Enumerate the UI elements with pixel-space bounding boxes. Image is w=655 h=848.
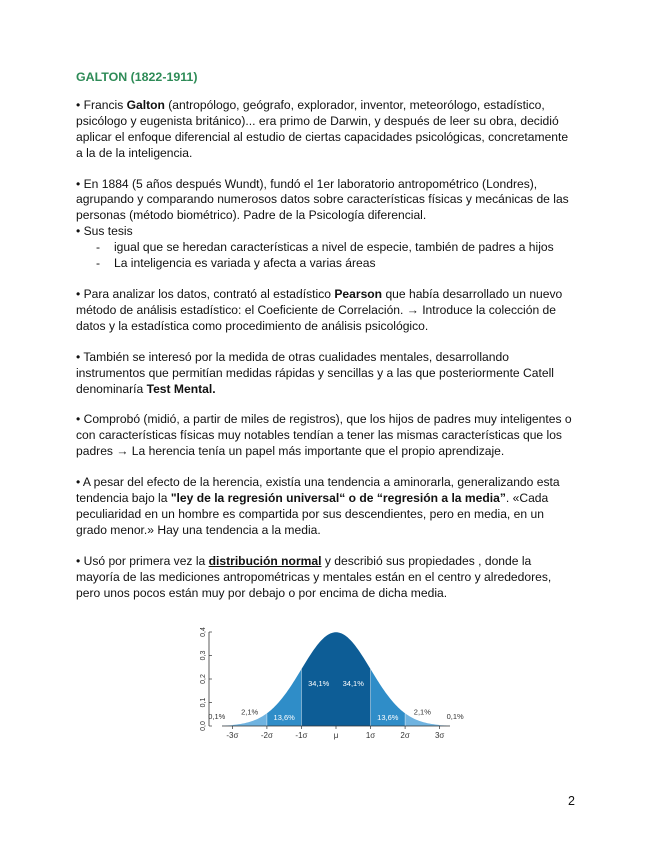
y-tick-label: 0,2 xyxy=(200,674,207,684)
document-body xyxy=(76,70,576,616)
percent-label: 2,1% xyxy=(413,707,431,717)
bold-galton: Galton xyxy=(126,97,165,112)
paragraph-galton-intro: • Francis Galton (antropólogo, geógrafo, explorador, inventor, meteorólogo, estadístico, psicólogo y eugenista británico)... era primo de Darwin, y después de leer su obra, decidió aplicar el enfoque diferencial al estudio de ciertas capacidades psicológicas, concretamente a la de la inteligencia. xyxy=(76,97,569,160)
tesis-list xyxy=(76,240,576,272)
title-years: (1822-1911) xyxy=(130,70,198,84)
list-item: - igual que se heredan características a nivel de especie, también de padres a hijos xyxy=(76,240,576,256)
section-title xyxy=(76,70,576,86)
x-tick-label: 3σ xyxy=(434,731,445,740)
x-tick-label: 1σ xyxy=(365,731,376,740)
list-item: - La inteligencia es variada y afecta a varias áreas xyxy=(76,256,576,272)
percent-label: 34,1% xyxy=(308,679,330,689)
normal-distribution-chart xyxy=(198,627,464,744)
y-tick-label: 0,3 xyxy=(200,650,207,661)
x-tick-label: -3σ xyxy=(226,731,239,740)
bold-test-mental: Test Mental. xyxy=(146,381,216,396)
paragraph-laboratory: • En 1884 (5 años después Wundt), fundó el 1er laboratorio antropométrico (Londres), agrupando y comparando numerosos datos sobre características físicas y mecánicas de las personas (método biométrico). Padre de la Psicología diferencial. xyxy=(76,176,569,223)
percent-label: 0,1% xyxy=(446,711,464,721)
y-tick-label: 0,4 xyxy=(200,627,207,637)
percent-label: 13,6% xyxy=(377,713,399,723)
paragraph-pearson: • Para analizar los datos, contrató al estadístico Pearson que había desarrollado un nuevo método de análisis estadístico: el Coeficiente de Correlación. → Introduce la colección de datos y la estadística como procedimiento de análisis psicológico. xyxy=(76,286,563,333)
paragraph-herencia: • Comprobó (midió, a partir de miles de registros), que los hijos de padres muy inteligentes o con características físicas muy notables tendían a tener las mismas características que los padres → La herencia tenía un papel más importante que el propio aprendizaje. xyxy=(76,412,572,459)
paragraph-distribucion-normal: • Usó por primera vez la distribución normal y describió sus propiedades , donde la mayoría de las mediciones antropométricas y mentales están en el centro y alrededores, pero unos pocos están muy por debajo o por encima de dicha media. xyxy=(76,553,552,600)
title-name: GALTON xyxy=(76,70,128,84)
x-tick-label: -2σ xyxy=(260,731,273,740)
y-tick-label: 0,1 xyxy=(200,697,207,708)
bold-pearson: Pearson xyxy=(334,286,383,301)
x-tick-label: 2σ xyxy=(400,731,410,740)
y-tick-label: 0,0 xyxy=(200,721,207,731)
percent-label: 2,1% xyxy=(241,707,259,717)
percent-label: 13,6% xyxy=(273,713,295,723)
bold-regresion: "ley de la regresión universal“ o de “regresión a la media” xyxy=(170,491,506,506)
page-number: 2 xyxy=(568,794,575,808)
percent-label: 0,1% xyxy=(208,711,226,721)
underlined-distribucion-normal: distribución normal xyxy=(208,553,322,568)
paragraph-test-mental: • También se interesó por la medida de otras cualidades mentales, desarrollando instrumentos que permitían medidas rápidas y sencillas y a las que posteriormente Catell denominaría Test Mental. xyxy=(76,349,554,396)
x-tick-label: -1σ xyxy=(295,731,308,740)
paragraph-tesis-heading: • Sus tesis xyxy=(76,224,133,239)
paragraph-regresion: • A pesar del efecto de la herencia, existía una tendencia a aminorarla, generalizando esta tendencia bajo la "ley de la regresión universal“ o de “regresión a la media”. «Cada peculiaridad en un hombre es compartida por sus descendientes, pero en media, en un grado menor.» Hay una tendencia a la media. xyxy=(76,475,560,537)
percent-label: 34,1% xyxy=(342,679,364,689)
x-tick-label: μ xyxy=(333,731,339,740)
